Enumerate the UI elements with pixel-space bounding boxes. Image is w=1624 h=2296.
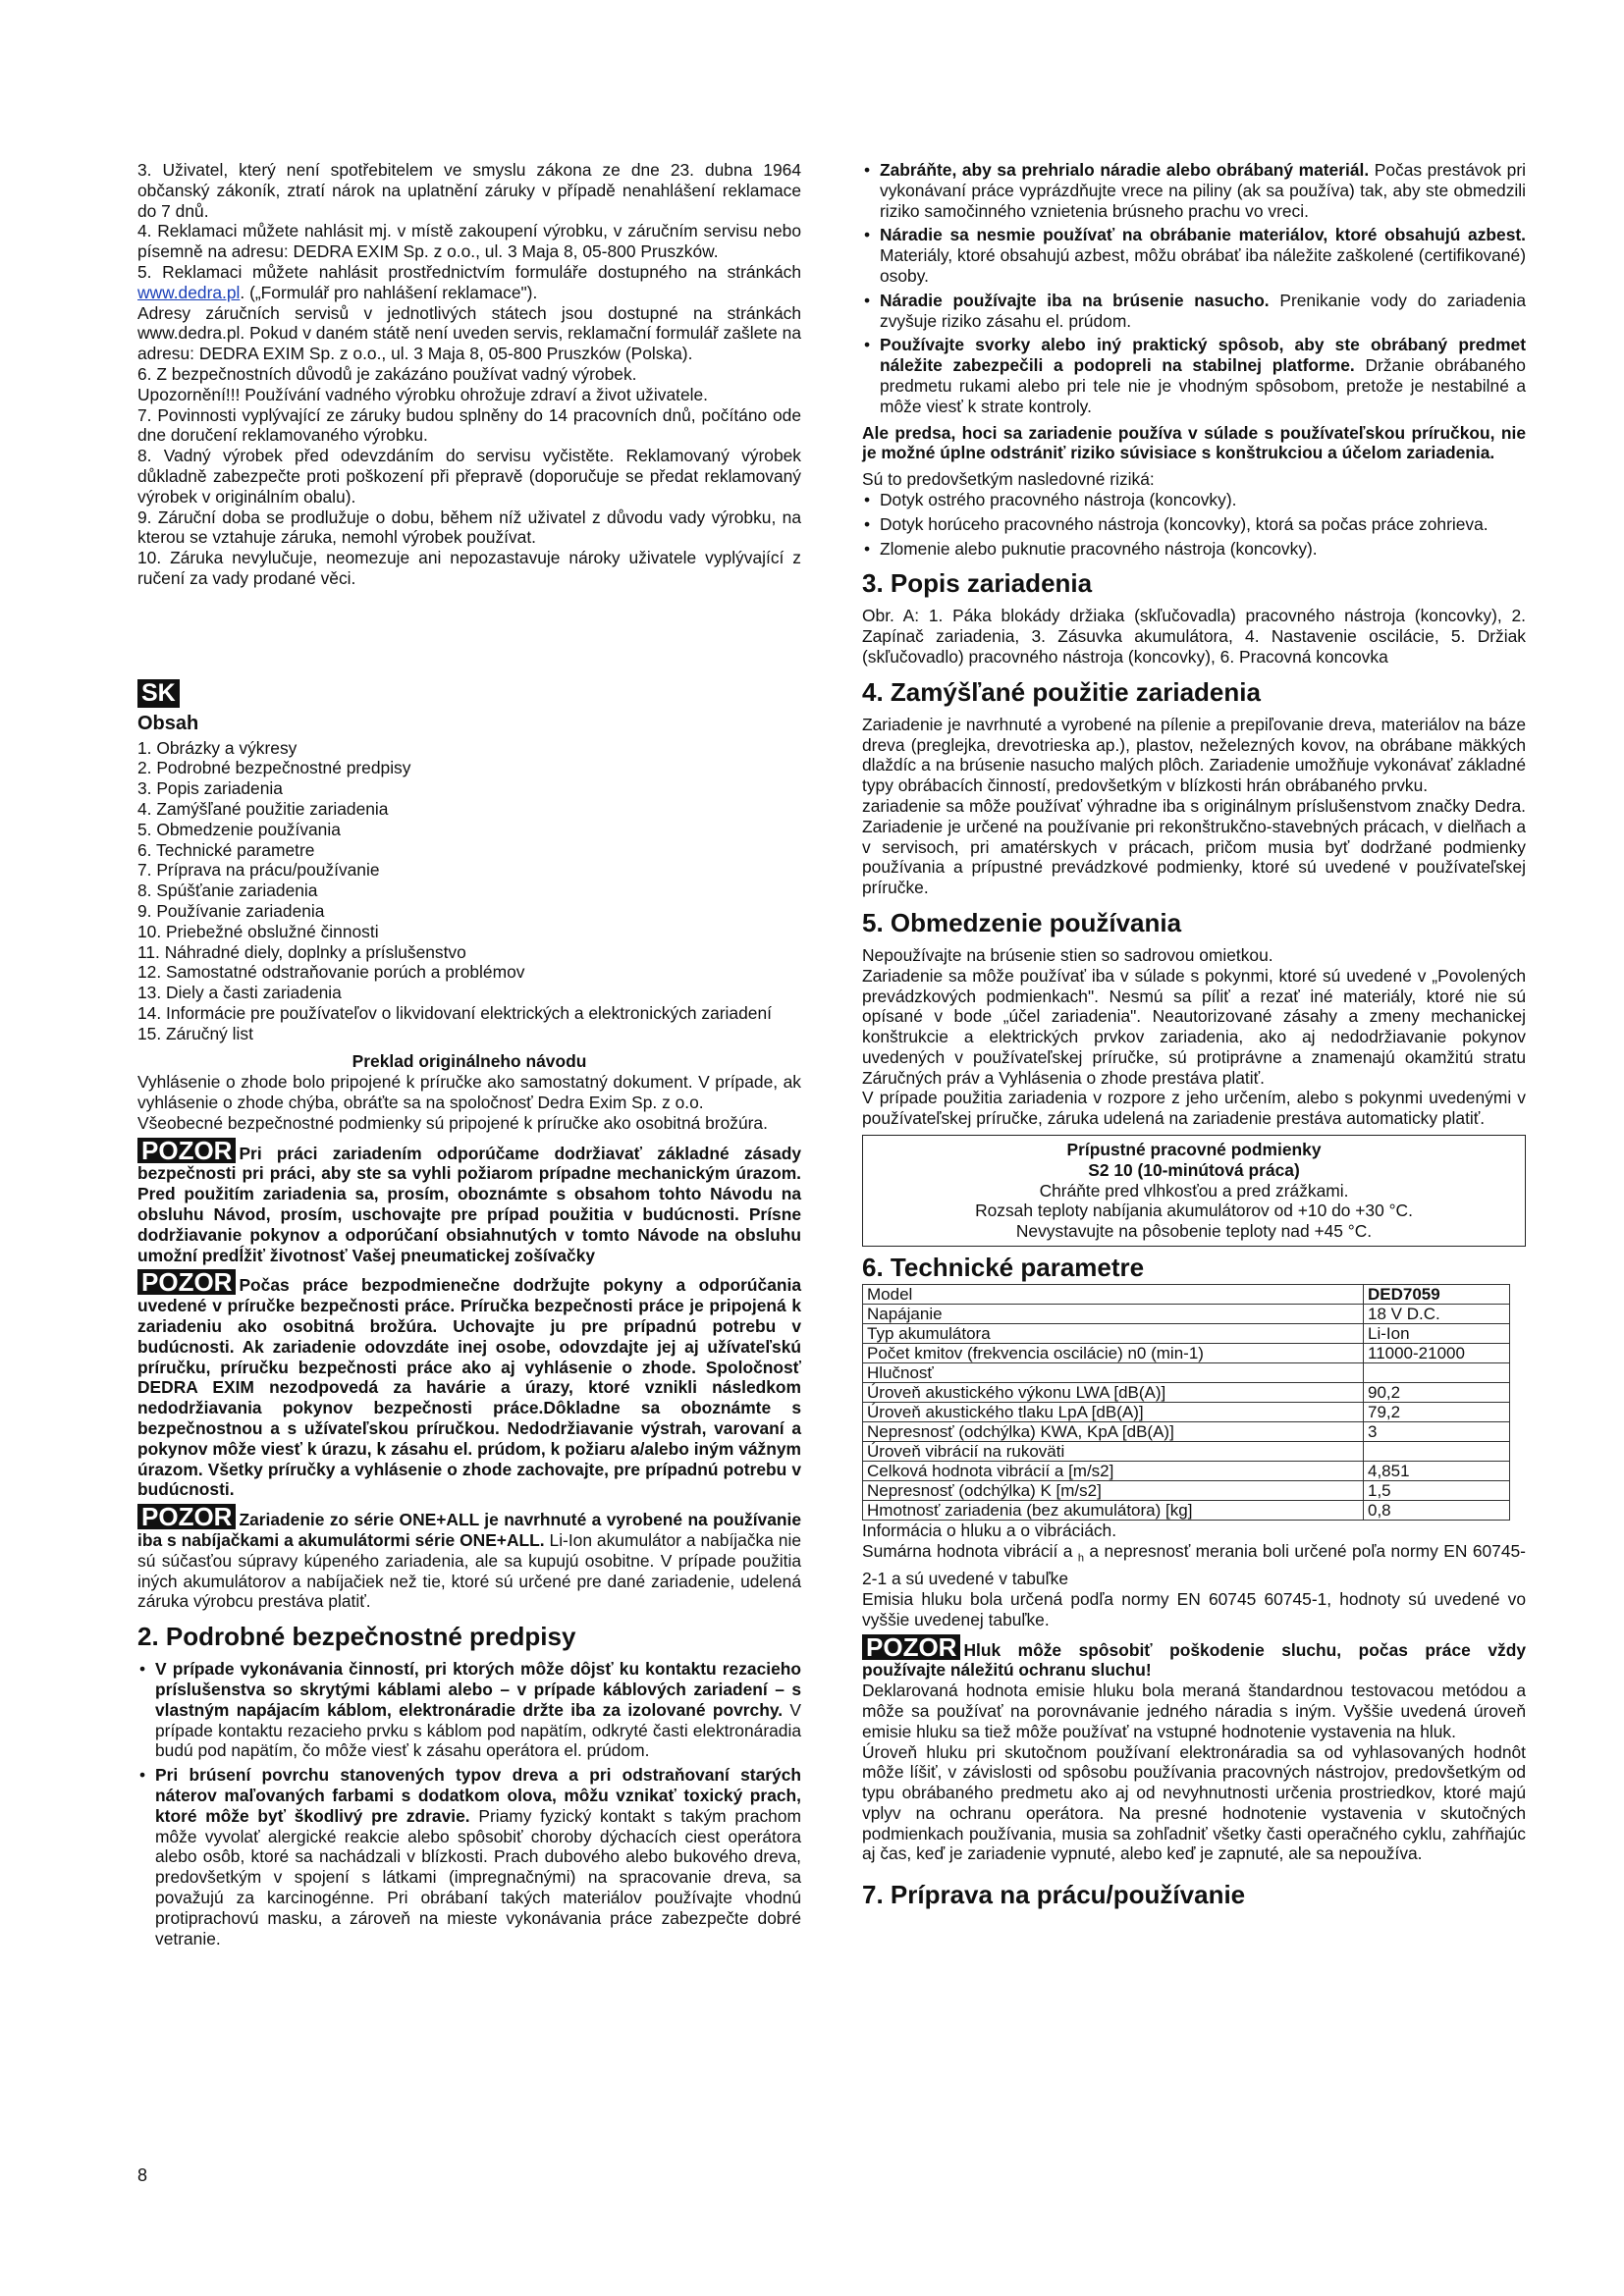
param-name-cell: Úroveň akustického výkonu LWA [dB(A)]	[863, 1383, 1364, 1403]
declared-emission-text: Deklarovaná hodnota emisie hluku bola meraná štandardnou testovacou metódou a môže sa používať na porovnávanie jedného náradia s iným. Vyššie uvedená úroveň emisie hluku sa tiež môže používať na vstupné hodnotenie vystavenia na hluk.	[862, 1681, 1526, 1741]
pozor-note-1: POZOR Pri práci zariadením odporúčame dodržiavať základné zásady bezpečnosti pri práci, aby ste sa vyhli požiarom prípadne mechanickým úrazom. Pred použitím zariadenia sa, prosím, oboznámte s obsahom tohto Návodu na obsluhu Návod, prosím, uschovajte pre prípad použitia v budúcnosti. Prísne dodržiavanie pokynov a odporúčaní obsiahnutých v tomto Návode na obsluhu umožní predĺžiť životnosť Vašej pneumatickej zošívačky	[137, 1135, 801, 1265]
param-name-cell: Hmotnosť zariadenia (bez akumulátora) [kg]	[863, 1501, 1364, 1521]
right-column	[862, 160, 1526, 1917]
toc-title: Obsah	[137, 712, 199, 734]
param-name-cell: Model	[863, 1285, 1364, 1305]
param-value-cell: 79,2	[1364, 1403, 1510, 1422]
conditions-title: Prípustné pracovné podmienky	[1066, 1140, 1322, 1160]
left-column	[137, 160, 801, 1954]
safety-item: • Náradie sa nesmie používať na obrábanie materiálov, ktoré obsahujú azbest. Materiály, ktoré obsahujú azbest, môžu obrábať iba náležite zaškolené (certifikované) osoby.	[880, 225, 1526, 286]
page-number: 8	[137, 2165, 148, 2185]
param-name-cell: Typ akumulátora	[863, 1324, 1364, 1344]
pozor-badge: POZOR	[137, 1269, 236, 1295]
conditions-line: Nevystavujte na pôsobenie teploty nad +45 °C.	[1015, 1221, 1373, 1242]
param-name-cell: Počet kmitov (frekvencia oscilácie) n0 (min-1)	[863, 1344, 1364, 1363]
section-4-text-2: zariadenie sa môže používať výhradne iba s originálnym príslušenstvom značky Dedra. Zariadenie je určené na používanie pri rekonštrukčno-stavebných prácach, v dielňach a v servisoch, pri amatérskych v prácach, pričom musia byť dodržané podmienky používania a prípustné prevádzkové podmienky, ktoré sú uvedené v používateľskej príručke.	[862, 795, 1526, 898]
conditions-line: Chráňte pred vlhkosťou a pred zrážkami.	[1039, 1180, 1349, 1201]
risk-item: • Zlomenie alebo puknutie pracovného nástroja (koncovky).	[880, 539, 1526, 560]
section-3-title: 3. Popis zariadenia	[862, 568, 1093, 599]
risks-intro: Sú to predovšetkým nasledovné riziká:	[862, 469, 1155, 490]
safety-item: • Pri brúsení povrchu stanovených typov dreva a pri odstraňovaní starých náterov maľovaných farbami s dodatkom olova, môžu vznikať toxický prach, ktoré môže byť škodlivý pre zdravie. Priamy fyzický kontakt s takým prachom môže vyvolať alergické reakcie alebo spôsobiť choroby dýchacích ciest operátora alebo osôb, ktoré sa nachádzali v blízkosti. Prach dubového alebo bukového dreva, predovšetkým v spojení s látkami (impregnačnými) na spracovanie dreva, sa považujú za karcinogénne. Pri obrábaní takých materiálov používajte vhodnú protiprachovú masku, a zároveň na mieste vykonávania práce zabezpečte dobré vetranie.	[155, 1765, 801, 1949]
declaration-text: Vyhlásenie o zhode bolo pripojené k príručke ako samostatný dokument. V prípade, ak vyhlásenie o zhode chýba, obráťte sa na spoločnosť Dedra Exim Sp. z o.o.	[137, 1072, 801, 1113]
safety-list-continued	[862, 160, 1526, 417]
toc-item: 2. Podrobné bezpečnostné predpisy	[137, 758, 411, 778]
safety-list	[137, 1659, 801, 1949]
table-row	[863, 1383, 1510, 1403]
toc-item: 5. Obmedzenie používania	[137, 819, 341, 839]
conditions-mode: S2 10 (10-minútová práca)	[1088, 1159, 1300, 1180]
cz-paragraph-9: 9. Záruční doba se prodlužuje o dobu, během níž uživatel z důvodu vady výrobku, na kterou se vztahuje záruka, nemohl výrobek používat.	[137, 507, 801, 548]
section-4-text-1: Zariadenie je navrhnuté a vyrobené na pílenie a prepiľovanie dreva, materiálov na báze dreva (preglejka, drevotrieska ap.), plastov, neželezných kovov, na obrábane mäkkých dlaždíc a na brúsenie nasucho malých plôch. Zariadenie umožňuje vykonávať základné typy obrábacích činností, predovšetkým v blízkosti hrán obrábaného prvku.	[862, 714, 1526, 796]
toc-item: 9. Používanie zariadenia	[137, 900, 325, 921]
toc-item: 7. Príprava na prácu/používanie	[137, 860, 380, 881]
cz-paragraph-6: 6. Z bezpečnostních důvodů je zakázáno používat vadný výrobek.	[137, 363, 637, 384]
toc-item: 3. Popis zariadenia	[137, 778, 283, 799]
table-row	[863, 1422, 1510, 1442]
safety-item: • Používajte svorky alebo iný praktický spôsob, aby ste obrábaný predmet náležite zabezpečili a podopreli na stabilnej platforme. Držanie obrábaného predmetu rukami alebo pri tele nie je vhodným spôsobom, pretože je nestabilné a môže viesť k strate kontroly.	[880, 335, 1526, 416]
table-of-contents	[137, 738, 801, 1044]
section-3-text: Obr. A: 1. Páka blokády držiaka (skľučovadla) pracovného nástroja (koncovky), 2. Zapínač zariadenia, 3. Zásuvka akumulátora, 4. Nastavenie oscilácie, 5. Držiak (skľučovadlo) pracovného nástroja (koncovky), 6. Pracovná koncovka	[862, 606, 1526, 667]
sk-language-badge: SK	[137, 679, 180, 708]
table-row	[863, 1442, 1510, 1462]
risk-item: • Dotyk ostrého pracovného nástroja (koncovky).	[880, 490, 1526, 510]
toc-item: 6. Technické parametre	[137, 839, 315, 860]
cz-paragraph-5: 5. Reklamaci můžete nahlásit prostřednictvím formuláře dostupného na stránkách www.dedra.pl. („Formulář pro nahlášení reklamace").	[137, 261, 801, 302]
cz-warning: Upozornění!!! Používání vadného výrobku ohrožuje zdraví a život uživatele.	[137, 384, 708, 404]
toc-item: 1. Obrázky a výkresy	[137, 737, 298, 758]
param-value-cell: 18 V D.C.	[1364, 1305, 1510, 1324]
param-value-cell: 1,5	[1364, 1481, 1510, 1501]
noise-info: Informácia o hluku a o vibráciách.	[862, 1521, 1117, 1541]
param-value-cell: DED7059	[1364, 1285, 1510, 1305]
param-name-cell: Úroveň akustického tlaku LpA [dB(A)]	[863, 1403, 1364, 1422]
general-safety-text: Všeobecné bezpečnostné podmienky sú pripojené k príručke ako osobitná brožúra.	[137, 1112, 768, 1133]
param-name-cell: Napájanie	[863, 1305, 1364, 1324]
pozor-badge: POZOR	[137, 1138, 236, 1163]
section-2-title: 2. Podrobné bezpečnostné predpisy	[137, 1622, 576, 1652]
working-conditions-box	[862, 1135, 1526, 1247]
safety-item: • V prípade vykonávania činností, pri ktorých môže dôjsť ku kontaktu rezacieho príslušenstva so skrytými káblami alebo – v prípade káblových zariadení – s vlastným napájacím káblom, elektronáradie držte iba za izolované povrchy. V prípade kontaktu rezacieho prvku s káblom pod napätím, odkryté časti elektronáradia budú pod napätím, čo môže viesť k zásahu operátora el. prúdom.	[155, 1659, 801, 1761]
table-row	[863, 1324, 1510, 1344]
table-row	[863, 1462, 1510, 1481]
risk-item: • Dotyk horúceho pracovného nástroja (koncovky), ktorá sa počas práce zohrieva.	[880, 514, 1526, 535]
section-7-title: 7. Príprava na prácu/používanie	[862, 1880, 1246, 1910]
param-value-cell	[1364, 1363, 1510, 1383]
dedra-link[interactable]: www.dedra.pl	[137, 282, 241, 302]
conditions-line: Rozsah teploty nabíjania akumulátorov od +10 do +30 °C.	[975, 1201, 1413, 1221]
section-5-text-1: Nepoužívajte na brúsenie stien so sadrovou omietkou.	[862, 944, 1273, 965]
table-row	[863, 1363, 1510, 1383]
cz-paragraph-4: 4. Reklamaci můžete nahlásit mj. v místě zakoupení výrobku, v záručním servisu nebo písemně na adresu: DEDRA EXIM Sp. z o.o., ul. 3 Maja 8, 05-800 Pruszków.	[137, 221, 801, 262]
cz-paragraph-3: 3. Uživatel, který není spotřebitelem ve smyslu zákona ze dne 23. dubna 1964 občanský zákoník, ztratí nárok na uplatnění záruky v případě nenahlášení reklamace do 7 dnů.	[137, 160, 801, 221]
cz-paragraph-7: 7. Povinnosti vyplývající ze záruky budou splněny do 14 pracovních dnů, počítáno ode dne doručení reklamovaného výrobku.	[137, 404, 801, 446]
param-name-cell: Nepresnosť (odchýlka) K [m/s2]	[863, 1481, 1364, 1501]
vibration-sum-text: Sumárna hodnota vibrácií a $_h$ a nepresnosť merania boli určené poľa normy EN 60745-2-1 a sú uvedené v tabuľke	[862, 1540, 1526, 1589]
param-value-cell: 90,2	[1364, 1383, 1510, 1403]
toc-item: 14. Informácie pre používateľov o likvidovaní elektrických a elektronických zariadení	[137, 1002, 772, 1023]
section-5-title: 5. Obmedzenie používania	[862, 907, 1182, 937]
toc-item: 10. Priebežné obslužné činnosti	[137, 921, 379, 941]
table-row	[863, 1501, 1510, 1521]
toc-item: 13. Diely a časti zariadenia	[137, 983, 342, 1003]
cz-paragraph-8: 8. Vadný výrobek před odevzdáním do servisu vyčistěte. Reklamovaný výrobek důkladně zabezpečte proti poškození při přepravě (doporučuje se předat reklamovaný výrobek v originálním obalu).	[137, 446, 801, 507]
noise-emission-text: Emisia hluku bola určená podľa normy EN 60745 60745-1, hodnoty sú uvedené vo vyššie uvedenej tabuľke.	[862, 1588, 1526, 1629]
safety-item: • Zabráňte, aby sa prehrialo náradie alebo obrábaný materiál. Počas prestávok pri vykonávaní práce vyprázdňujte vrece na piliny (ak sa používa) tak, aby ste obmedzili riziko samočinného vznietenia brúsneho prachu vo vreci.	[880, 160, 1526, 221]
table-row	[863, 1305, 1510, 1324]
param-value-cell: 3	[1364, 1422, 1510, 1442]
param-name-cell: Úroveň vibrácií na rukoväti	[863, 1442, 1364, 1462]
pozor-note-2: POZOR Počas práce bezpodmienečne dodržujte pokyny a odporúčania uvedené v príručke bezpečnosti práce. Príručka bezpečnosti práce je pripojená k zariadeniu ako osobitná brožúra. Uchovajte ju pre prípadnú potrebu v budúcnosti. Ak zariadenie odovzdáte inej osobe, odovzdajte jej aj užívateľskú príručku, príručku bezpečnosti práce ako aj vyhlásenie o zhode. Spoločnosť DEDRA EXIM nezodpovedá za havárie a úrazy, ktoré vznikli následkom nedodržiavania pokynov bezpečnosti práce.Dôkladne sa oboznámte s bezpečnostnou a s užívateľskou príručkou. Nedodržiavanie výstrah, varovaní a pokynov môže viesť k úrazu, k zásahu el. prúdom, k požiaru a/alebo iným vážnym úrazom. Všetky príručky a vyhlásenie o zhode zachovajte, pre prípadnú potrebu v budúcnosti.	[137, 1267, 801, 1500]
param-value-cell: 4,851	[1364, 1462, 1510, 1481]
param-name-cell: Nepresnosť (odchýlka) KWA, KpA [dB(A)]	[863, 1422, 1364, 1442]
param-name-cell: Celková hodnota vibrácií a [m/s2]	[863, 1462, 1364, 1481]
technical-parameters-table	[862, 1284, 1510, 1521]
toc-item: 11. Náhradné diely, doplnky a príslušenstvo	[137, 941, 466, 962]
table-row	[863, 1344, 1510, 1363]
toc-item: 4. Zamýšľané použitie zariadenia	[137, 798, 389, 819]
table-row	[863, 1481, 1510, 1501]
translation-title: Preklad originálneho návodu	[352, 1051, 587, 1072]
section-5-text-3: V prípade použitia zariadenia v rozpore z jeho určením, alebo s pokynmi uvedenými v používateľskej príručke, záruka udelená na zariadenie prestáva automaticky platiť.	[862, 1088, 1526, 1129]
cz-paragraph-5-addresses: Adresy záručních servisů v jednotlivých státech jsou dostupné na stránkách www.dedra.pl. Pokud v daném státě není uveden servis, reklamační formulář zašlete na adresu: DEDRA EXIM Sp. z o.o., ul. 3 Maja 8, 05-800 Pruszków (Polska).	[137, 302, 801, 364]
pozor-badge: POZOR	[137, 1504, 236, 1529]
real-noise-text: Úroveň hluku pri skutočnom používaní elektronáradia sa od vyhlasovaných hodnôt môže líšiť, v závislosti od spôsobu používania pracovných nástrojov, predovšetkým od typu obrábaného predmetu ako aj od nevyhnutnosti určenia prostriedkov, ktoré majú vplyv na ochranu operátora. Na presné hodnotenie vystavenia v skutočných podmienkach používania, musia sa zohľadniť všetky časti operačného cyklu, zahŕňajúc aj čas, keď je zariadenie vypnuté, alebo keď je zapnuté, ale sa nepoužíva.	[862, 1741, 1526, 1864]
param-name-cell: Hlučnosť	[863, 1363, 1364, 1383]
param-value-cell: Li-Ion	[1364, 1324, 1510, 1344]
section-4-title: 4. Zamýšľané použitie zariadenia	[862, 676, 1261, 707]
table-row	[863, 1403, 1510, 1422]
section-6-title: 6. Technické parametre	[862, 1253, 1145, 1283]
toc-item: 15. Záručný list	[137, 1023, 253, 1043]
toc-item: 8. Spúšťanie zariadenia	[137, 881, 318, 901]
cz-paragraph-10: 10. Záruka nevylučuje, neomezuje ani nepozastavuje nároky uživatele vyplývající z ručení za vady prodané věci.	[137, 548, 801, 588]
pozor-badge: POZOR	[862, 1634, 960, 1660]
pozor-hearing-note: POZOR Hluk môže spôsobiť poškodenie sluchu, počas práce vždy používajte náležitú ochranu sluchu!	[862, 1631, 1526, 1681]
toc-item: 12. Samostatné odstraňovanie porúch a problémov	[137, 962, 525, 983]
pozor-note-3: POZOR Zariadenie zo série ONE+ALL je navrhnuté a vyrobené na používanie iba s nabíjačkami a akumulátormi série ONE+ALL. Li-Ion akumulátor a nabíjačka nie sú súčasťou súpravy kúpeného zariadenia, ale sa kupujú osobitne. V prípade použitia iných akumulátorov a nabíjačiek než tie, ktoré sú určené pre dané zariadenie, udelená záruka výrobcu prestáva platiť.	[137, 1502, 801, 1612]
param-value-cell	[1364, 1442, 1510, 1462]
residual-risk-text: Ale predsa, hoci sa zariadenie používa v súlade s používateľskou príručkou, nie je možné úplne odstrániť riziko súvisiace s konštrukciou a účelom zariadenia.	[862, 422, 1526, 463]
section-5-text-2: Zariadenie sa môže používať iba v súlade s pokynmi, ktoré sú uvedené v „Povolených prevádzkových podmienkach". Nesmú sa píliť a rezať iné materiály, ktoré nie sú opísané v bode „účel zariadenia". Neautorizované zásahy a zmeny mechanickej konštrukcie a elektrických prvkov zariadenia, ako aj nedodržiavanie pokynov uvedených v používateľskej príručke, sú protiprávne a znamenajú okamžitú stratu Záručných práv a Vyhlásenia o zhode prestáva platiť.	[862, 965, 1526, 1088]
param-value-cell: 11000-21000	[1364, 1344, 1510, 1363]
table-row	[863, 1285, 1510, 1305]
safety-item: • Náradie používajte iba na brúsenie nasucho. Prenikanie vody do zariadenia zvyšuje riziko zásahu el. prúdom.	[880, 291, 1526, 332]
risks-list	[862, 490, 1526, 559]
param-value-cell: 0,8	[1364, 1501, 1510, 1521]
